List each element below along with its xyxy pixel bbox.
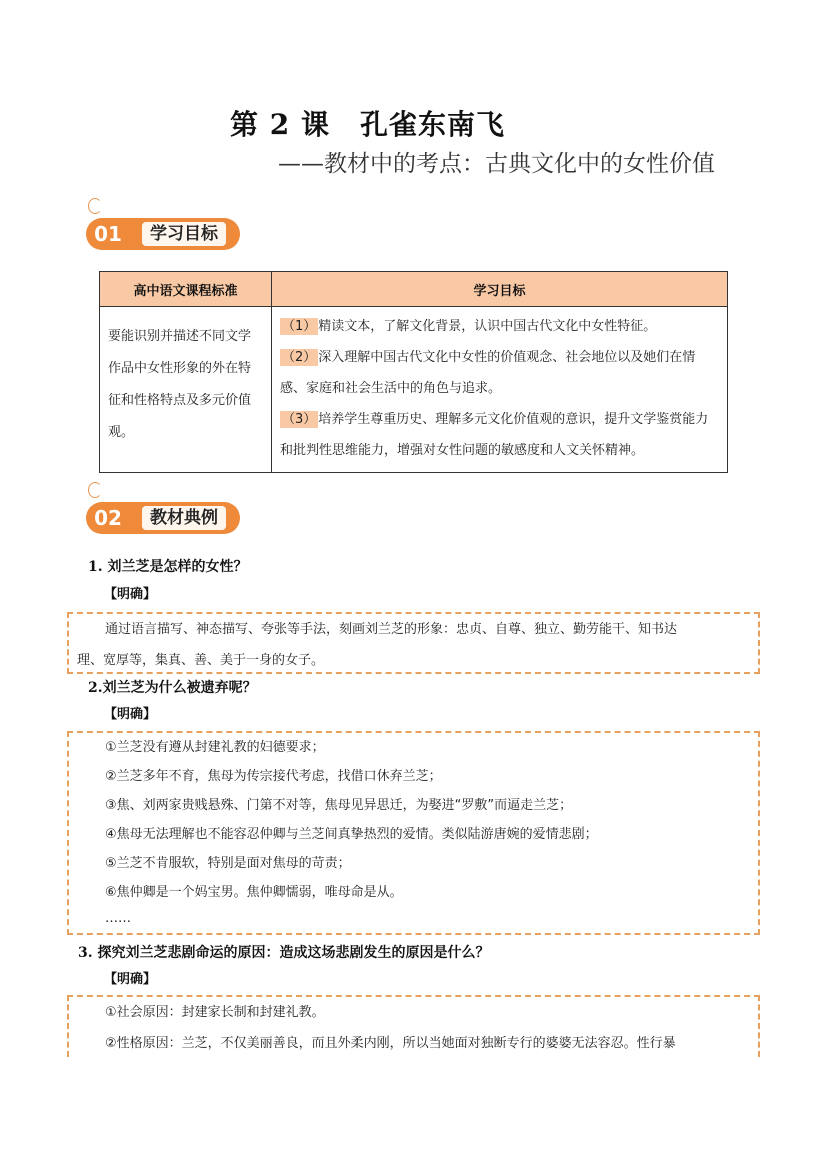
section-label: 教材典例 bbox=[142, 506, 226, 530]
section-number: 02 bbox=[86, 502, 130, 534]
answer-line: ①社会原因：封建家长制和封建礼教。 bbox=[105, 1005, 325, 1020]
answer-line: 通过语言描写、神态描写、夸张等手法，刻画刘兰芝的形象：忠贞、自尊、独立、勤劳能干、知书达 bbox=[105, 622, 678, 637]
lesson-name: 孔雀东南飞 bbox=[359, 108, 505, 141]
goal-tag: （2） bbox=[282, 350, 317, 365]
section-label-wrap bbox=[130, 218, 240, 250]
table-row bbox=[100, 307, 728, 473]
mingque-label: 【明确】 bbox=[104, 587, 157, 602]
goal-tag: （3） bbox=[282, 412, 317, 427]
answer-line: ①兰芝没有遵从封建礼教的妇德要求； bbox=[105, 740, 325, 755]
answer-box-2 bbox=[67, 731, 760, 935]
goal-item bbox=[280, 342, 719, 404]
mingque-label: 【明确】 bbox=[104, 972, 157, 987]
goal-tag: （1） bbox=[282, 319, 317, 334]
curl-ornament-icon bbox=[88, 482, 102, 498]
answer-line: ②兰芝多年不育，焦母为传宗接代考虑，找借口休弃兰芝； bbox=[105, 769, 442, 784]
answer-line: ③焦、刘两家贵贱悬殊、门第不对等，焦母见异思迁，为娶进“罗敷”而逼走兰芝； bbox=[105, 798, 573, 813]
section-label-wrap bbox=[130, 502, 240, 534]
curl-ornament-icon bbox=[88, 198, 102, 214]
answer-box-1 bbox=[67, 612, 760, 674]
answer-line: ⑥焦仲卿是一个妈宝男。焦仲卿懦弱，唯母命是从。 bbox=[105, 885, 403, 900]
goal-item bbox=[280, 404, 719, 466]
lesson-title bbox=[230, 103, 505, 143]
section-number: 01 bbox=[86, 218, 130, 250]
standard-cell: 要能识别并描述不同文学作品中女性形象的外在特征和性格特点及多元价值观。 bbox=[100, 307, 272, 473]
answer-line: ②性格原因：兰芝，不仅美丽善良，而且外柔内刚，所以当她面对独断专行的婆婆无法容忍。性行暴 bbox=[105, 1036, 676, 1051]
lesson-subtitle: ——教材中的考点：古典文化中的女性价值 bbox=[278, 151, 715, 177]
goals-cell bbox=[272, 307, 728, 473]
header-standard: 高中语文课程标准 bbox=[100, 272, 272, 307]
answer-line: ⑤兰芝不肯服软，特别是面对焦母的苛责； bbox=[105, 856, 351, 871]
question-2: 2.刘兰芝为什么被遗弃呢？ bbox=[88, 680, 257, 696]
goal-text: 深入理解中国古代文化中女性的价值观念、社会地位以及她们在情感、家庭和社会生活中的角色与追求。 bbox=[280, 350, 696, 396]
section-label: 学习目标 bbox=[142, 222, 226, 246]
question-1: 1. 刘兰芝是怎样的女性？ bbox=[88, 559, 248, 575]
goal-text: 培养学生尊重历史、理解多元文化价值观的意识，提升文学鉴赏能力和批判性思维能力，增强对女性问题的敏感度和人文关怀精神。 bbox=[280, 412, 709, 458]
objectives-table bbox=[99, 271, 728, 473]
mingque-label: 【明确】 bbox=[104, 707, 157, 722]
goal-item bbox=[280, 311, 719, 342]
answer-line: ④焦母无法理解也不能容忍仲卿与兰芝间真挚热烈的爱情。类似陆游唐婉的爱情悲剧； bbox=[105, 827, 598, 842]
table-header-row bbox=[100, 272, 728, 307]
answer-line: …… bbox=[105, 911, 131, 926]
lesson-number: 第 2 课 bbox=[230, 108, 330, 141]
answer-box-3 bbox=[67, 995, 760, 1057]
goal-text: 精读文本，了解文化背景，认识中国古代文化中女性特征。 bbox=[318, 319, 657, 334]
header-goals: 学习目标 bbox=[272, 272, 728, 307]
answer-line: 理、宽厚等，集真、善、美于一身的女子。 bbox=[77, 653, 325, 668]
question-3: 3. 探究刘兰芝悲剧命运的原因：造成这场悲剧发生的原因是什么？ bbox=[78, 945, 490, 961]
